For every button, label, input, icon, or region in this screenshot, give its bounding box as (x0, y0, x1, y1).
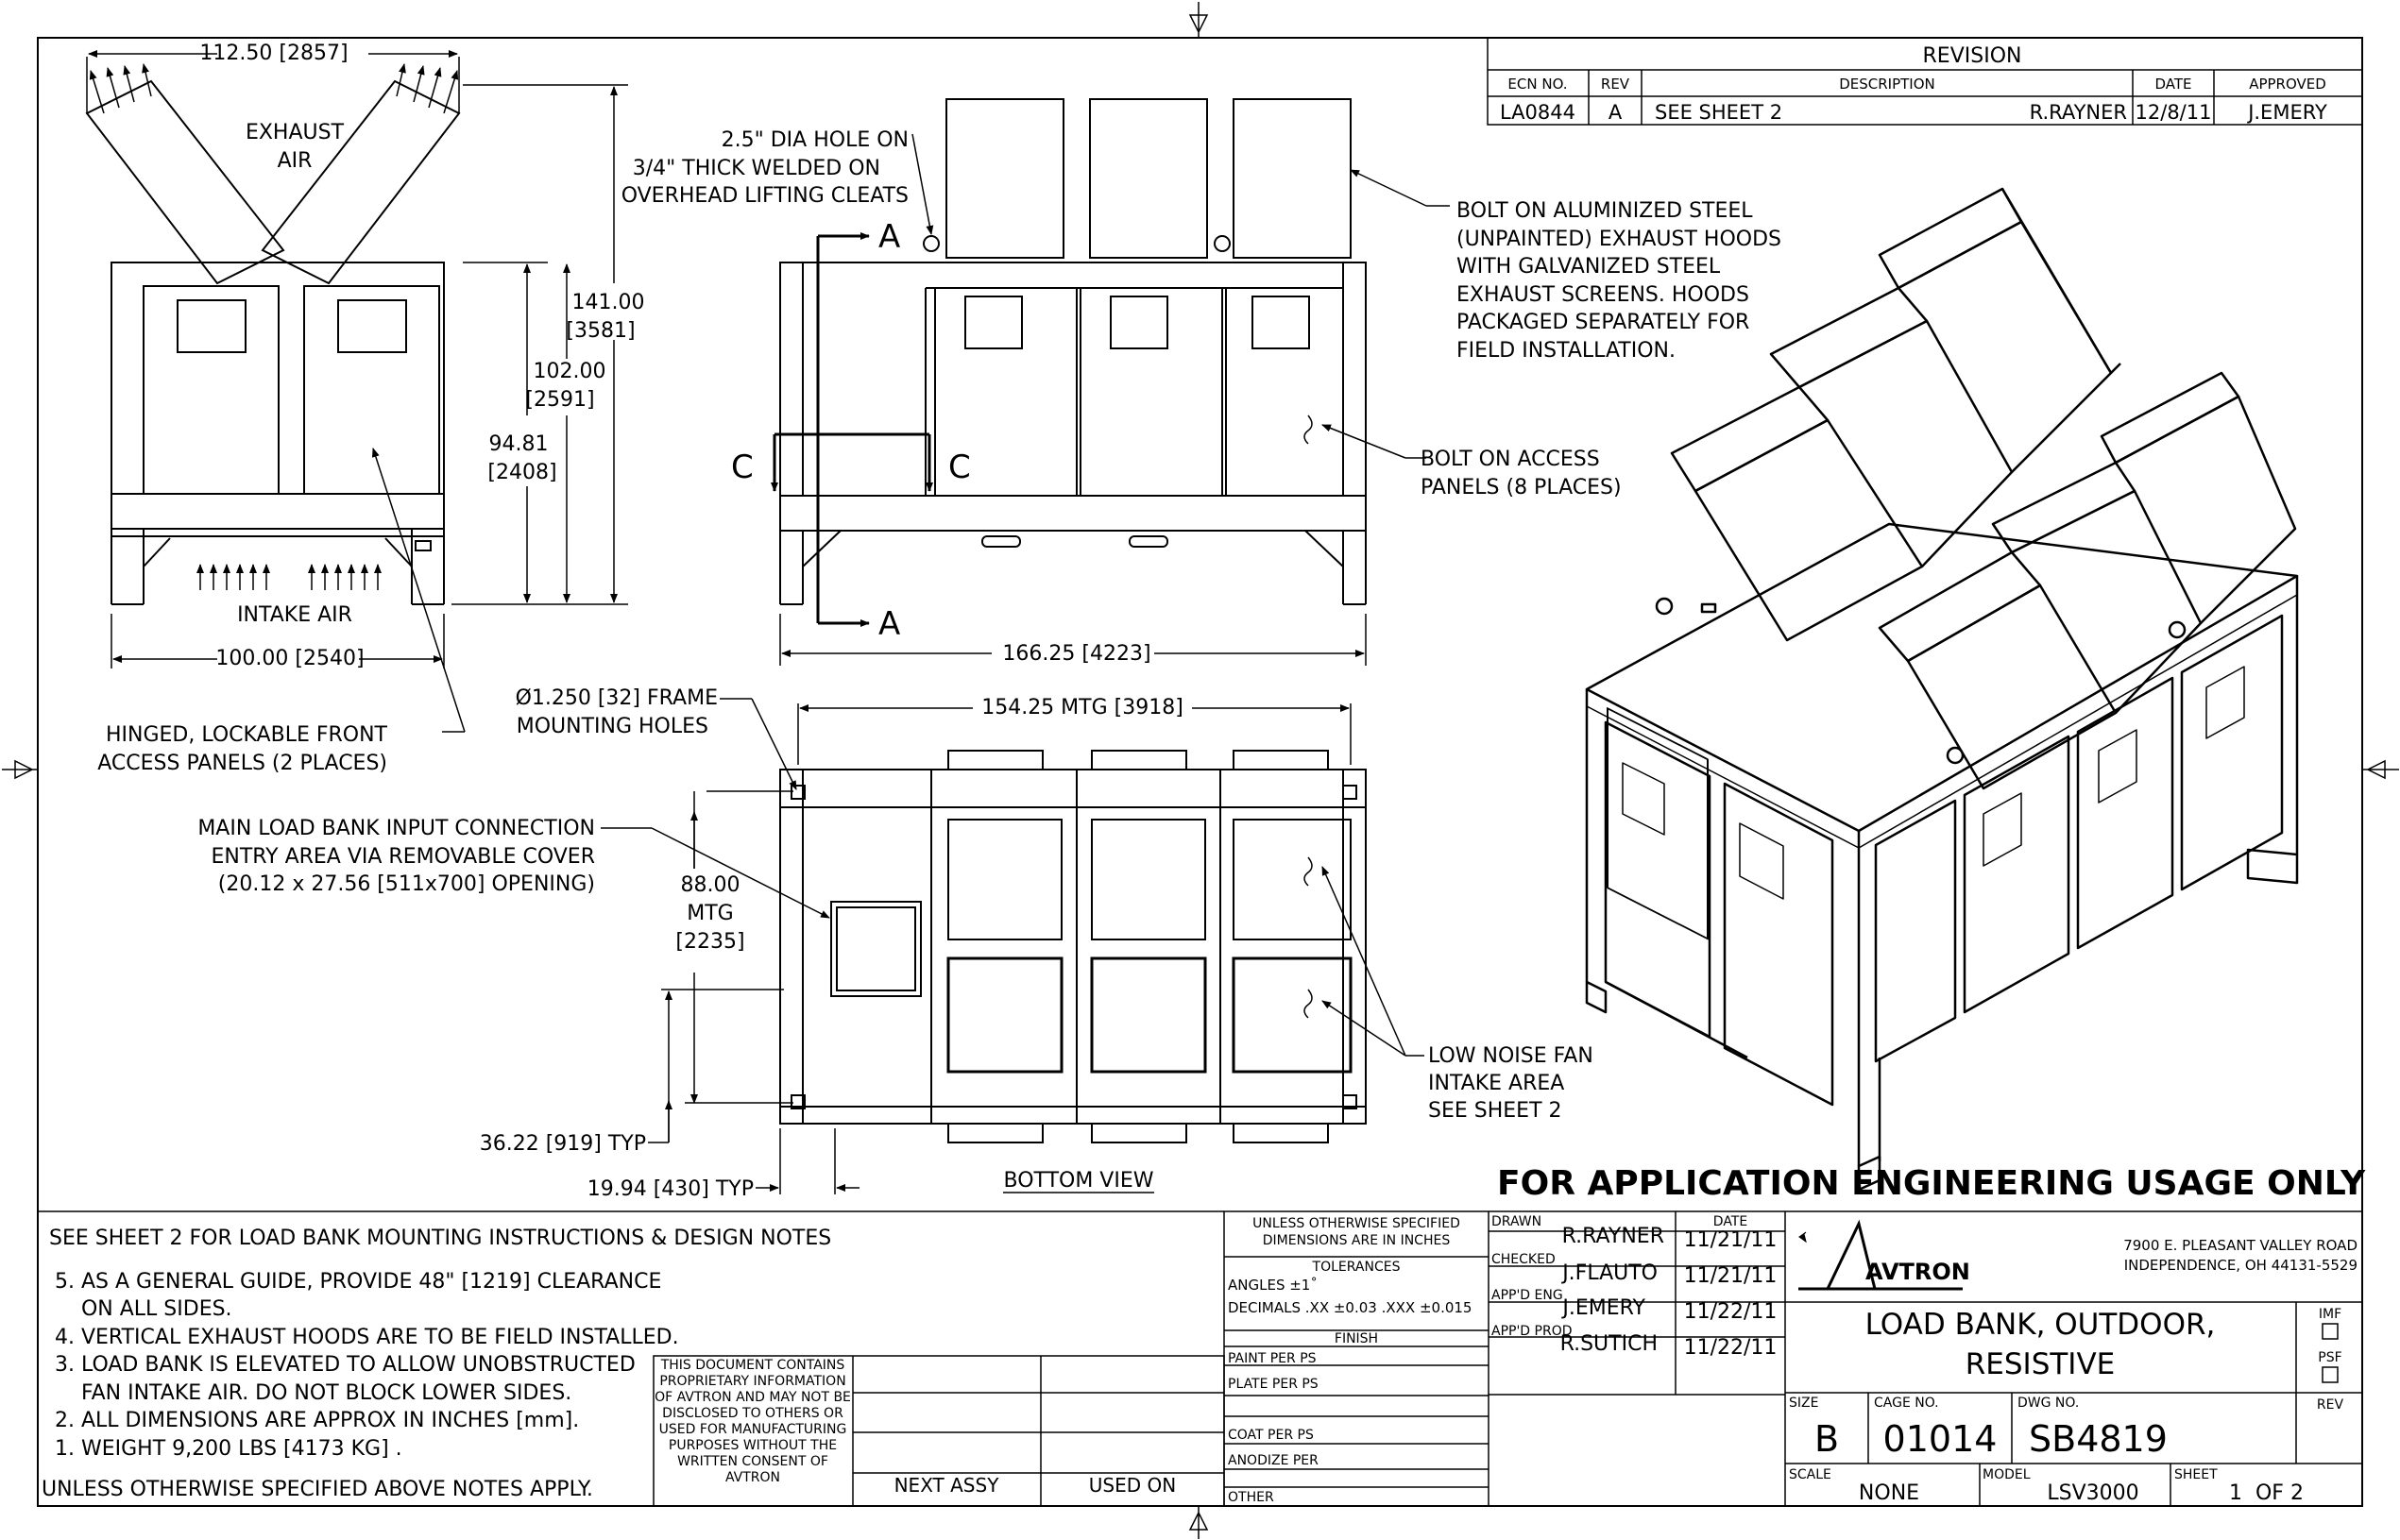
cage-label: CAGE NO. (1874, 1396, 1939, 1411)
note-line-2: ON ALL SIDES. (55, 1297, 232, 1321)
next-assy-label: NEXT ASSY (894, 1474, 999, 1497)
dim-overall-width: 112.50 [2857] (199, 42, 349, 65)
exhaust-air-line1: EXHAUST (245, 121, 345, 144)
hoods-note-line1: BOLT ON ALUMINIZED STEEL (1456, 199, 1753, 223)
dim-mtg-width-a: 88.00 (680, 873, 740, 897)
section-lines (774, 236, 929, 623)
rev-ecn: LA0844 (1500, 101, 1575, 124)
rev-by: R.RAYNER (2029, 101, 2127, 124)
finish-anodize: ANODIZE PER (1228, 1453, 1319, 1468)
proprietary-line5: USED FOR MANUFACTURING (658, 1422, 847, 1437)
dim-mtg-length: 154.25 MTG [3918] (981, 696, 1183, 719)
tol-decimals: DECIMALS .XX ±0.03 .XXX ±0.015 (1228, 1299, 1472, 1316)
finish-coat: COAT PER PS (1228, 1428, 1314, 1443)
company-logo-text: AVTRON (1865, 1259, 1970, 1285)
finish-plate: PLATE PER PS (1228, 1377, 1319, 1392)
note-line-7: 1. WEIGHT 9,200 LBS [4173 KG] . (55, 1437, 402, 1461)
rev-letter: A (1608, 101, 1623, 124)
rev-header-ecn: ECN NO. (1507, 76, 1568, 93)
finish-paint: PAINT PER PS (1228, 1351, 1317, 1366)
appd-eng-role: APP'D ENG (1491, 1288, 1563, 1303)
notes-footer: UNLESS OTHERWISE SPECIFIED ABOVE NOTES APPLY. (42, 1478, 593, 1501)
dim-mtg-width-c: [2235] (675, 930, 745, 954)
note-line-5: FAN INTAKE AIR. DO NOT BLOCK LOWER SIDES. (55, 1381, 572, 1405)
appd-eng-date: 11/22/11 (1683, 1300, 1778, 1324)
hoods-note-line5: PACKAGED SEPARATELY FOR (1456, 311, 1750, 334)
proprietary-line7: WRITTEN CONSENT OF (677, 1454, 828, 1469)
lifting-note-line1: 2.5" DIA HOLE ON (721, 128, 909, 152)
sheet-value: 1 OF 2 (2229, 1481, 2304, 1505)
dim-height-102-a: 102.00 (533, 360, 606, 383)
drawn-date: 11/21/11 (1683, 1228, 1778, 1252)
rev-approved: J.EMERY (2248, 101, 2327, 124)
input-note-line1: MAIN LOAD BANK INPUT CONNECTION (197, 817, 595, 840)
hoods-note-line4: EXHAUST SCREENS. HOODS (1456, 283, 1749, 307)
finish-other: OTHER (1228, 1490, 1274, 1505)
model-value: LSV3000 (2047, 1481, 2139, 1505)
appd-eng-name: J.EMERY (1562, 1296, 1645, 1320)
dim-typ-36: 36.22 [919] TYP (479, 1132, 646, 1156)
signoff-date-header: DATE (1712, 1214, 1748, 1229)
proprietary-line2: PROPRIETARY INFORMATION (659, 1374, 846, 1389)
section-a-top: A (878, 218, 901, 256)
dwg-value: SB4819 (2029, 1418, 2168, 1460)
bottom-view-title: BOTTOM VIEW (1003, 1169, 1154, 1193)
dim-base-width: 100.00 [2540] (215, 647, 365, 670)
tol-angles: ANGLES ±1˚ (1228, 1277, 1318, 1294)
intake-note-line2: INTAKE AREA (1428, 1072, 1565, 1095)
section-c-left: C (731, 448, 754, 486)
note-line-6: 2. ALL DIMENSIONS ARE APPROX IN INCHES [mm]. (55, 1409, 580, 1432)
dim-height-94-a: 94.81 (488, 432, 549, 456)
model-label: MODEL (1983, 1467, 2031, 1482)
hoods-note-line3: WITH GALVANIZED STEEL (1456, 255, 1721, 279)
tol-unless-line1: UNLESS OTHERWISE SPECIFIED (1252, 1216, 1460, 1231)
proprietary-line1: THIS DOCUMENT CONTAINS (660, 1358, 845, 1373)
intake-note-line3: SEE SHEET 2 (1428, 1099, 1562, 1123)
input-note-line3: (20.12 x 27.56 [511x700] OPENING) (217, 872, 595, 896)
bottom-view (780, 751, 1366, 1142)
dim-typ-19: 19.94 [430] TYP (587, 1177, 754, 1201)
lifting-note-line3: OVERHEAD LIFTING CLEATS (621, 184, 909, 208)
note-line-3: 4. VERTICAL EXHAUST HOODS ARE TO BE FIELD INSTALLED. (55, 1326, 679, 1349)
dwg-label: DWG NO. (2017, 1396, 2080, 1411)
intake-note-line1: LOW NOISE FAN (1428, 1044, 1593, 1068)
rev-header-approved: APPROVED (2249, 76, 2326, 93)
engineering-banner: FOR APPLICATION ENGINEERING USAGE ONLY (1497, 1164, 2366, 1203)
note-line-1: 5. AS A GENERAL GUIDE, PROVIDE 48" [1219] CLEARANCE (55, 1270, 662, 1294)
rev-header-description: DESCRIPTION (1839, 76, 1935, 93)
company-address-line2: INDEPENDENCE, OH 44131-5529 (2123, 1257, 2357, 1274)
side-leaders (780, 134, 1450, 666)
proprietary-line4: DISCLOSED TO OTHERS OR (662, 1406, 843, 1421)
exhaust-air-line2: AIR (277, 149, 313, 173)
appd-prod-name: R.SUTICH (1559, 1332, 1658, 1356)
dim-overall-length: 166.25 [4223] (1002, 642, 1151, 666)
rev-header-rev: REV (1600, 76, 1630, 93)
notes-header: SEE SHEET 2 FOR LOAD BANK MOUNTING INSTRUCTIONS & DESIGN NOTES (49, 1227, 832, 1250)
psf-label: PSF (2318, 1350, 2342, 1365)
dim-height-94-b: [2408] (487, 461, 557, 484)
rev-description: SEE SHEET 2 (1655, 101, 1783, 124)
dim-mtg-width-b: MTG (687, 902, 734, 925)
drawing-title-line1: LOAD BANK, OUTDOOR, (1864, 1308, 2216, 1342)
size-value: B (1813, 1418, 1840, 1460)
intake-arrows (200, 565, 378, 590)
drawn-name: R.RAYNER (1561, 1225, 1664, 1248)
access-note-line2: PANELS (8 PLACES) (1421, 476, 1622, 499)
hoods-note-line6: FIELD INSTALLATION. (1456, 339, 1676, 363)
imf-label: IMF (2318, 1307, 2342, 1322)
section-c-right: C (948, 448, 971, 486)
tol-finish: FINISH (1334, 1331, 1379, 1346)
used-on-label: USED ON (1088, 1474, 1177, 1497)
mounting-holes-line1: Ø1.250 [32] FRAME (515, 686, 718, 710)
size-label: SIZE (1789, 1396, 1819, 1411)
tol-title: TOLERANCES (1312, 1260, 1401, 1275)
drawn-role: DRAWN (1491, 1214, 1542, 1229)
hoods-note-line2: (UNPAINTED) EXHAUST HOODS (1456, 228, 1781, 251)
scale-label: SCALE (1789, 1467, 1831, 1482)
tol-unless-line2: DIMENSIONS ARE IN INCHES (1262, 1233, 1451, 1248)
exhaust-arrows (91, 64, 457, 113)
intake-air-label: INTAKE AIR (237, 603, 352, 627)
hinged-note-line2: ACCESS PANELS (2 PLACES) (97, 752, 387, 775)
note-line-4: 3. LOAD BANK IS ELEVATED TO ALLOW UNOBSTRUCTED (55, 1353, 636, 1377)
drawing-title-line2: RESISTIVE (1965, 1347, 2116, 1381)
proprietary-line3: OF AVTRON AND MAY NOT BE (655, 1390, 851, 1405)
dim-height-141-a: 141.00 (571, 291, 645, 314)
dim-height-102-b: [2591] (525, 388, 595, 412)
cage-value: 01014 (1882, 1418, 1998, 1460)
hinged-note-line1: HINGED, LOCKABLE FRONT (106, 723, 387, 747)
appd-prod-date: 11/22/11 (1683, 1336, 1778, 1360)
scale-value: NONE (1858, 1481, 1920, 1505)
dim-height-141-b: [3581] (566, 319, 636, 343)
appd-prod-role: APP'D PROD (1491, 1324, 1573, 1339)
checked-role: CHECKED (1491, 1252, 1556, 1267)
section-a-bottom: A (878, 605, 901, 643)
lifting-note-line2: 3/4" THICK WELDED ON (632, 157, 880, 180)
proprietary-line6: PURPOSES WITHOUT THE (668, 1438, 838, 1453)
rev-date: 12/8/11 (2135, 101, 2212, 124)
input-note-line2: ENTRY AREA VIA REMOVABLE COVER (211, 845, 595, 869)
access-note-line1: BOLT ON ACCESS (1421, 448, 1600, 471)
front-view (87, 81, 459, 604)
checked-date: 11/21/11 (1683, 1264, 1778, 1288)
isometric-view (1587, 189, 2297, 1190)
rev-header-date: DATE (2154, 76, 2192, 93)
sheet-label: SHEET (2174, 1467, 2218, 1482)
checked-name: J.FLAUTO (1562, 1261, 1658, 1285)
rev-label: REV (2316, 1397, 2344, 1413)
proprietary-line8: AVTRON (724, 1470, 781, 1485)
revision-title: REVISION (1922, 44, 2022, 68)
mounting-holes-line2: MOUNTING HOLES (516, 715, 708, 738)
company-address-line1: 7900 E. PLEASANT VALLEY ROAD (2123, 1237, 2357, 1254)
